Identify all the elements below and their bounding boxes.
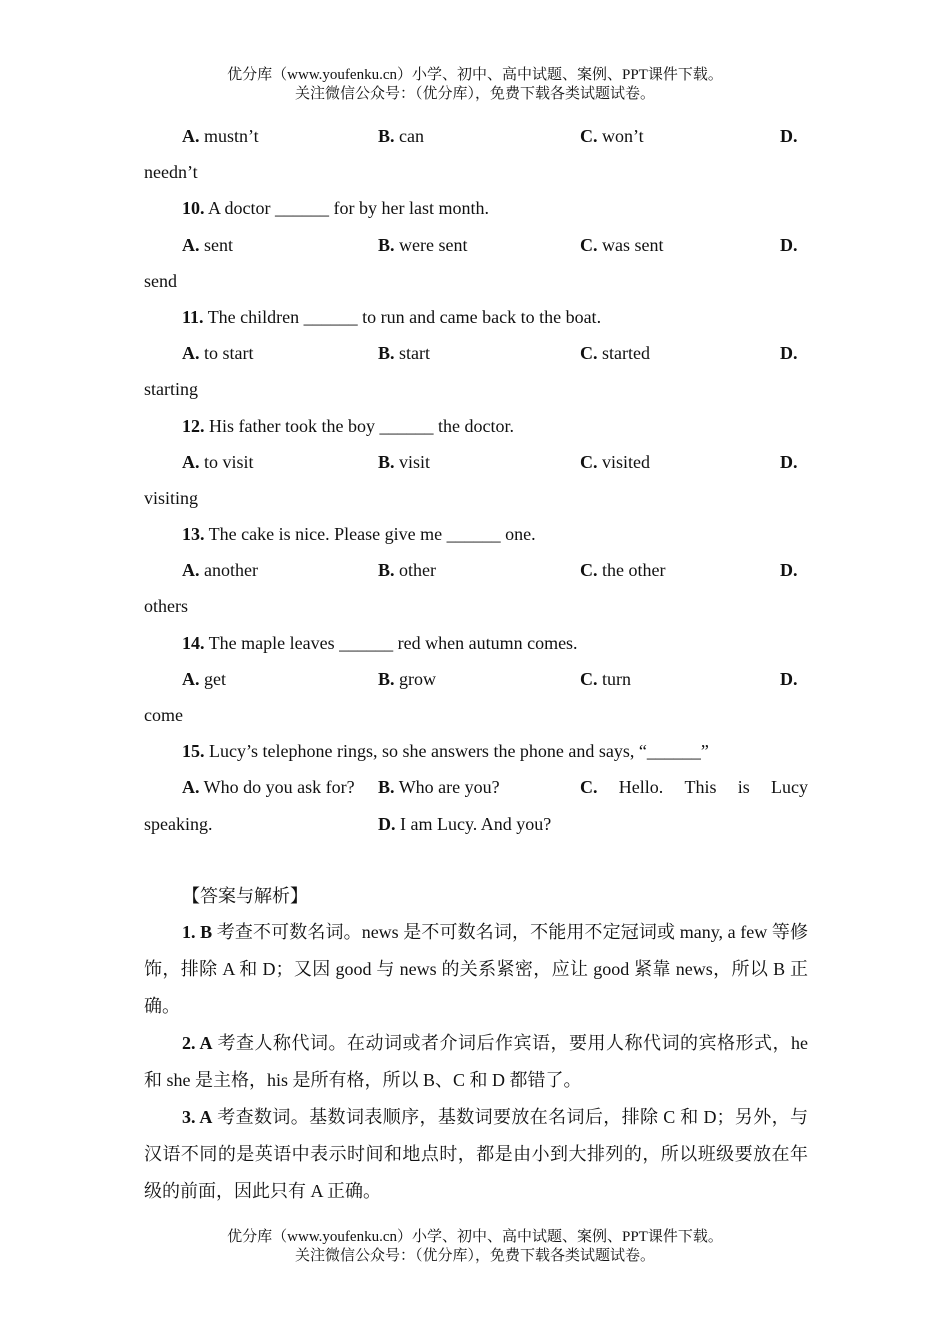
option-b: B. were sent [378,234,468,255]
page-header [0,66,950,104]
question-options [144,444,808,480]
option-c: C. won’t [580,126,644,146]
document-body [144,118,808,1210]
question-stem: 13. The cake is nice. Please give me ______ one. [182,524,536,545]
question-options [144,769,808,805]
option-d-label: D. [780,343,798,364]
answers-section [144,914,808,1210]
option-b: B. grow [378,668,437,689]
option-a: A. Who do you ask for? [182,777,355,798]
option-c: C. turn [580,668,631,689]
question-stem: 15. Lucy’s telephone rings, so she answers the phone and says, “______” [182,741,709,762]
question-options [144,335,808,371]
option-b: B. can [378,126,424,146]
option-d-text: others [144,596,188,617]
option-a: A. to visit [182,451,254,472]
option-b: B. start [378,343,431,364]
option-a: A. sent [182,234,233,255]
option-b: B. visit [378,451,431,472]
answer-item: 1. B 考查不可数名词。news 是不可数名词，不能用不定冠词或 many, a few 等修饰，排除 A 和 D；又因 good 与 news 的关系紧密，应让 good 紧靠 news，所以 B 正确。 [144,921,808,1016]
option-d-label: D. [780,668,798,689]
option-d-text: come [144,705,183,725]
question-stem: 12. His father took the boy ______ the doctor. [182,415,514,436]
option-a: A. mustn’t [182,126,259,146]
option-d-text: visiting [144,487,199,508]
question-stem: 11. The children ______ to run and came back to the boat. [182,306,602,327]
footer-line-2: 关注微信公众号：（优分库），免费下载各类试题试卷。 [294,1248,655,1264]
page-footer [0,1228,950,1266]
option-b: B. other [378,560,436,581]
option-a: A. another [182,560,258,581]
answers-heading: 【答案与解析】 [182,885,308,906]
answer-item: 2. A 考查人称代词。在动词或者介词后作宾语，要用人称代词的宾格形式，he 和 she 是主格，his 是所有格，所以 B、C 和 D 都错了。 [144,1032,808,1090]
option-d-text: needn’t [144,162,198,183]
option-c: C. visited [580,451,650,472]
answer-item: 3. A 考查数词。基数词表顺序，基数词要放在名词后，排除 C 和 D；另外，与汉语不同的是英语中表示时间和地点时，都是由小到大排列的，所以班级要放在年级的前面，因此只有 A 正确。 [144,1106,808,1201]
option-d-label: D. [780,560,798,581]
spacer [144,842,808,878]
option-d-text: send [144,270,177,291]
option-c: C. started [580,343,650,364]
question-stem: 10. A doctor ______ for by her last month. [182,198,489,219]
question-options [144,552,808,588]
option-c: C. was sent [580,234,664,255]
header-line-2: 关注微信公众号：（优分库），免费下载各类试题试卷。 [294,86,655,102]
option-a: A. to start [182,343,254,364]
question-options [144,661,808,697]
option-d-label: D. [780,451,798,472]
option-c: C. the other [580,560,666,581]
option-c-tail: speaking. [144,813,213,834]
option-d-label: D. [780,126,798,146]
option-c: C. Hello. This is Lucy [580,777,808,798]
option-d-label: D. [780,234,798,255]
option-a: A. get [182,668,226,689]
option-d: D. I am Lucy. And you? [378,813,552,834]
q9-options [144,118,808,154]
question-stem: 14. The maple leaves ______ red when autumn comes. [182,632,578,653]
question-options [144,227,808,263]
footer-line-1: 优分库（www.youfenku.cn）小学、初中、高中试题、案例、PPT课件下载。 [227,1229,723,1245]
header-line-1: 优分库（www.youfenku.cn）小学、初中、高中试题、案例、PPT课件下载。 [227,67,723,83]
option-d-text: starting [144,379,198,400]
option-b: B. Who are you? [378,777,500,798]
question-options [144,806,808,842]
